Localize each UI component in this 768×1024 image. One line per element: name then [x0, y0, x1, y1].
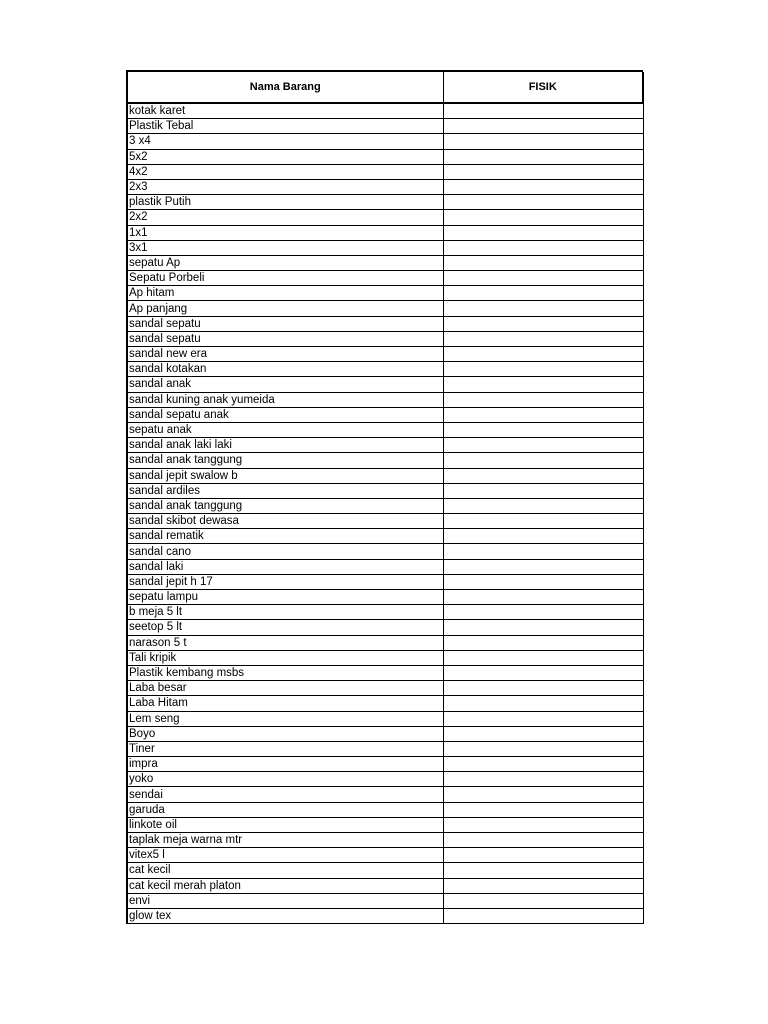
cell-fisik	[443, 741, 643, 756]
cell-nama-barang: seetop 5 lt	[128, 620, 443, 635]
table-row	[128, 833, 643, 848]
header-fisik: FISIK	[443, 72, 643, 103]
table-row	[128, 392, 643, 407]
cell-fisik	[443, 331, 643, 346]
table-row	[128, 331, 643, 346]
cell-fisik	[443, 225, 643, 240]
table-row	[128, 544, 643, 559]
cell-fisik	[443, 240, 643, 255]
cell-nama-barang: glow tex	[128, 908, 443, 923]
cell-fisik	[443, 544, 643, 559]
cell-fisik	[443, 665, 643, 680]
table-row	[128, 863, 643, 878]
cell-nama-barang: yoko	[128, 772, 443, 787]
table-row	[128, 422, 643, 437]
cell-nama-barang: sandal sepatu	[128, 316, 443, 331]
table-row	[128, 149, 643, 164]
table-row	[128, 347, 643, 362]
table-row	[128, 741, 643, 756]
cell-nama-barang: sepatu anak	[128, 422, 443, 437]
cell-fisik	[443, 574, 643, 589]
table-row	[128, 590, 643, 605]
table-row	[128, 514, 643, 529]
table-row	[128, 164, 643, 179]
inventory-table	[128, 72, 644, 924]
cell-fisik	[443, 650, 643, 665]
cell-fisik	[443, 757, 643, 772]
cell-fisik	[443, 195, 643, 210]
cell-nama-barang: sendai	[128, 787, 443, 802]
cell-fisik	[443, 271, 643, 286]
table-row	[128, 468, 643, 483]
cell-fisik	[443, 848, 643, 863]
table-row	[128, 498, 643, 513]
cell-nama-barang: 3 x4	[128, 134, 443, 149]
cell-fisik	[443, 468, 643, 483]
cell-nama-barang: sandal rematik	[128, 529, 443, 544]
cell-fisik	[443, 483, 643, 498]
cell-nama-barang: Plastik Tebal	[128, 119, 443, 134]
cell-fisik	[443, 863, 643, 878]
cell-nama-barang: 4x2	[128, 164, 443, 179]
cell-fisik	[443, 711, 643, 726]
header-row	[128, 72, 643, 103]
cell-fisik	[443, 377, 643, 392]
table-row	[128, 271, 643, 286]
cell-fisik	[443, 316, 643, 331]
table-row	[128, 134, 643, 149]
cell-fisik	[443, 590, 643, 605]
table-row	[128, 878, 643, 893]
cell-nama-barang: Tiner	[128, 741, 443, 756]
cell-nama-barang: b meja 5 lt	[128, 605, 443, 620]
table-row	[128, 210, 643, 225]
table-row	[128, 438, 643, 453]
cell-nama-barang: cat kecil merah platon	[128, 878, 443, 893]
cell-fisik	[443, 164, 643, 179]
table-row	[128, 696, 643, 711]
table-row	[128, 119, 643, 134]
cell-nama-barang: Laba Hitam	[128, 696, 443, 711]
cell-nama-barang: Plastik kembang msbs	[128, 665, 443, 680]
table-body	[128, 103, 643, 924]
cell-nama-barang: envi	[128, 893, 443, 908]
cell-fisik	[443, 210, 643, 225]
cell-fisik	[443, 453, 643, 468]
cell-nama-barang: 1x1	[128, 225, 443, 240]
cell-nama-barang: sandal kotakan	[128, 362, 443, 377]
table-row	[128, 620, 643, 635]
table-row	[128, 301, 643, 316]
table-row	[128, 848, 643, 863]
cell-fisik	[443, 635, 643, 650]
cell-nama-barang: sandal cano	[128, 544, 443, 559]
cell-fisik	[443, 681, 643, 696]
table-row	[128, 681, 643, 696]
cell-fisik	[443, 255, 643, 270]
cell-nama-barang: sandal kuning anak yumeida	[128, 392, 443, 407]
table-row	[128, 559, 643, 574]
cell-nama-barang: sandal anak tanggung	[128, 498, 443, 513]
cell-nama-barang: Ap panjang	[128, 301, 443, 316]
cell-fisik	[443, 833, 643, 848]
table-row	[128, 362, 643, 377]
cell-nama-barang: sandal jepit swalow b	[128, 468, 443, 483]
cell-fisik	[443, 392, 643, 407]
cell-fisik	[443, 893, 643, 908]
cell-nama-barang: sandal anak laki laki	[128, 438, 443, 453]
cell-fisik	[443, 134, 643, 149]
cell-fisik	[443, 347, 643, 362]
table-row	[128, 802, 643, 817]
cell-nama-barang: narason 5 t	[128, 635, 443, 650]
table-row	[128, 787, 643, 802]
table-row	[128, 574, 643, 589]
cell-fisik	[443, 605, 643, 620]
cell-nama-barang: 3x1	[128, 240, 443, 255]
table-row	[128, 605, 643, 620]
table-row	[128, 240, 643, 255]
cell-nama-barang: sandal jepit h 17	[128, 574, 443, 589]
cell-fisik	[443, 179, 643, 194]
cell-fisik	[443, 696, 643, 711]
cell-nama-barang: Tali kripik	[128, 650, 443, 665]
cell-nama-barang: plastik Putih	[128, 195, 443, 210]
cell-nama-barang: vitex5 l	[128, 848, 443, 863]
cell-nama-barang: sandal skibot dewasa	[128, 514, 443, 529]
cell-nama-barang: 5x2	[128, 149, 443, 164]
cell-nama-barang: taplak meja warna mtr	[128, 833, 443, 848]
cell-nama-barang: Ap hitam	[128, 286, 443, 301]
table-row	[128, 407, 643, 422]
cell-fisik	[443, 301, 643, 316]
cell-nama-barang: garuda	[128, 802, 443, 817]
table-row	[128, 179, 643, 194]
cell-fisik	[443, 286, 643, 301]
cell-fisik	[443, 422, 643, 437]
table-row	[128, 483, 643, 498]
table-row	[128, 225, 643, 240]
table-row	[128, 757, 643, 772]
table-row	[128, 286, 643, 301]
table-row	[128, 103, 643, 119]
table-row	[128, 817, 643, 832]
table-row	[128, 195, 643, 210]
cell-nama-barang: Sepatu Porbeli	[128, 271, 443, 286]
cell-fisik	[443, 362, 643, 377]
cell-nama-barang: Lem seng	[128, 711, 443, 726]
cell-nama-barang: sandal new era	[128, 347, 443, 362]
table-row	[128, 377, 643, 392]
table-row	[128, 529, 643, 544]
table-row	[128, 453, 643, 468]
table-row	[128, 893, 643, 908]
cell-nama-barang: sepatu Ap	[128, 255, 443, 270]
table-row	[128, 316, 643, 331]
cell-fisik	[443, 407, 643, 422]
cell-nama-barang: sandal sepatu	[128, 331, 443, 346]
cell-fisik	[443, 438, 643, 453]
cell-fisik	[443, 726, 643, 741]
table-row	[128, 908, 643, 923]
table-row	[128, 665, 643, 680]
cell-fisik	[443, 149, 643, 164]
cell-fisik	[443, 559, 643, 574]
cell-fisik	[443, 908, 643, 923]
cell-fisik	[443, 514, 643, 529]
table-row	[128, 711, 643, 726]
cell-fisik	[443, 119, 643, 134]
cell-fisik	[443, 103, 643, 119]
cell-nama-barang: cat kecil	[128, 863, 443, 878]
cell-fisik	[443, 802, 643, 817]
cell-fisik	[443, 817, 643, 832]
cell-nama-barang: sandal anak	[128, 377, 443, 392]
cell-nama-barang: linkote oil	[128, 817, 443, 832]
cell-nama-barang: impra	[128, 757, 443, 772]
inventory-sheet	[126, 70, 643, 924]
table-row	[128, 726, 643, 741]
cell-nama-barang: Laba besar	[128, 681, 443, 696]
cell-nama-barang: sepatu lampu	[128, 590, 443, 605]
cell-nama-barang: sandal ardiles	[128, 483, 443, 498]
table-row	[128, 650, 643, 665]
cell-nama-barang: Boyo	[128, 726, 443, 741]
cell-nama-barang: sandal anak tanggung	[128, 453, 443, 468]
cell-nama-barang: sandal laki	[128, 559, 443, 574]
table-row	[128, 255, 643, 270]
cell-fisik	[443, 772, 643, 787]
cell-nama-barang: kotak karet	[128, 103, 443, 119]
header-nama-barang: Nama Barang	[128, 72, 443, 103]
cell-fisik	[443, 787, 643, 802]
cell-fisik	[443, 529, 643, 544]
cell-fisik	[443, 498, 643, 513]
cell-nama-barang: sandal sepatu anak	[128, 407, 443, 422]
table-row	[128, 772, 643, 787]
cell-fisik	[443, 620, 643, 635]
cell-nama-barang: 2x2	[128, 210, 443, 225]
cell-nama-barang: 2x3	[128, 179, 443, 194]
table-row	[128, 635, 643, 650]
cell-fisik	[443, 878, 643, 893]
